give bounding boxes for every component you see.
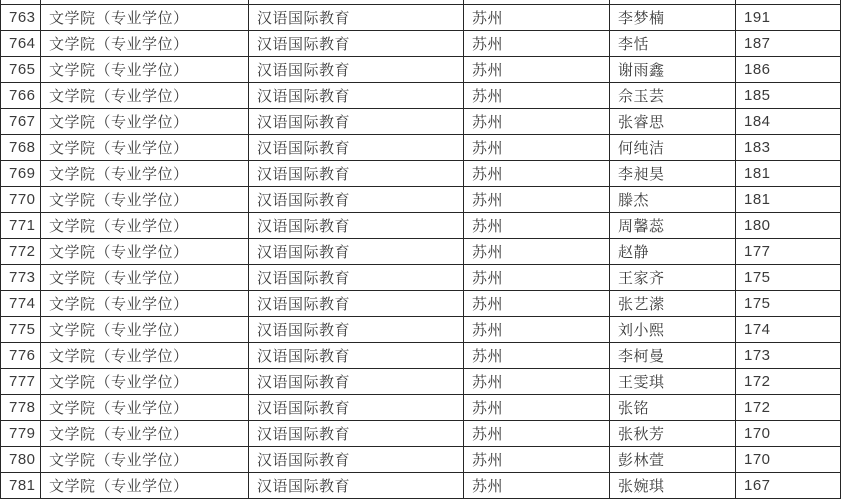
table-row [1, 395, 841, 421]
score-cell: 180 [736, 213, 841, 239]
major-cell: 汉语国际教育 [249, 109, 464, 135]
table-row [1, 291, 841, 317]
score-cell: 181 [736, 187, 841, 213]
score-cell: 174 [736, 317, 841, 343]
table-row [1, 57, 841, 83]
college-cell: 文学院（专业学位） [41, 213, 249, 239]
score-cell: 184 [736, 109, 841, 135]
college-cell: 文学院（专业学位） [41, 343, 249, 369]
city-cell: 苏州 [464, 239, 610, 265]
rank-cell: 777 [1, 369, 41, 395]
major-cell: 汉语国际教育 [249, 5, 464, 31]
name-cell: 张秋芳 [610, 421, 736, 447]
table-row [1, 239, 841, 265]
name-cell: 刘小熙 [610, 317, 736, 343]
table-row [1, 421, 841, 447]
name-cell: 张铭 [610, 395, 736, 421]
name-cell: 李昶昊 [610, 161, 736, 187]
rank-cell: 765 [1, 57, 41, 83]
table-row [1, 343, 841, 369]
rank-cell: 771 [1, 213, 41, 239]
city-cell: 苏州 [464, 447, 610, 473]
table-row [1, 161, 841, 187]
city-cell: 苏州 [464, 187, 610, 213]
rank-cell: 764 [1, 31, 41, 57]
name-cell: 张婉琪 [610, 473, 736, 499]
score-cell: 185 [736, 83, 841, 109]
table-row [1, 447, 841, 473]
major-cell: 汉语国际教育 [249, 31, 464, 57]
college-cell: 文学院（专业学位） [41, 5, 249, 31]
rank-cell: 780 [1, 447, 41, 473]
score-cell: 191 [736, 5, 841, 31]
name-cell: 彭林萱 [610, 447, 736, 473]
college-cell: 文学院（专业学位） [41, 395, 249, 421]
rank-cell: 779 [1, 421, 41, 447]
college-cell: 文学院（专业学位） [41, 109, 249, 135]
city-cell: 苏州 [464, 57, 610, 83]
score-cell: 175 [736, 291, 841, 317]
score-cell: 170 [736, 447, 841, 473]
major-cell: 汉语国际教育 [249, 473, 464, 499]
rank-cell: 769 [1, 161, 41, 187]
college-cell: 文学院（专业学位） [41, 291, 249, 317]
name-cell: 张艺潆 [610, 291, 736, 317]
major-cell: 汉语国际教育 [249, 395, 464, 421]
city-cell: 苏州 [464, 5, 610, 31]
major-cell: 汉语国际教育 [249, 135, 464, 161]
major-cell: 汉语国际教育 [249, 161, 464, 187]
rank-cell: 778 [1, 395, 41, 421]
city-cell: 苏州 [464, 161, 610, 187]
score-cell: 167 [736, 473, 841, 499]
table-row [1, 5, 841, 31]
college-cell: 文学院（专业学位） [41, 187, 249, 213]
score-cell: 175 [736, 265, 841, 291]
college-cell: 文学院（专业学位） [41, 31, 249, 57]
major-cell: 汉语国际教育 [249, 317, 464, 343]
city-cell: 苏州 [464, 213, 610, 239]
table-row [1, 83, 841, 109]
city-cell: 苏州 [464, 135, 610, 161]
major-cell: 汉语国际教育 [249, 213, 464, 239]
rank-cell: 781 [1, 473, 41, 499]
rank-cell: 775 [1, 317, 41, 343]
major-cell: 汉语国际教育 [249, 265, 464, 291]
college-cell: 文学院（专业学位） [41, 83, 249, 109]
name-cell: 张睿思 [610, 109, 736, 135]
major-cell: 汉语国际教育 [249, 291, 464, 317]
major-cell: 汉语国际教育 [249, 447, 464, 473]
table-body [1, 0, 841, 499]
college-cell: 文学院（专业学位） [41, 161, 249, 187]
table-row [1, 317, 841, 343]
table-row [1, 473, 841, 499]
major-cell: 汉语国际教育 [249, 421, 464, 447]
college-cell: 文学院（专业学位） [41, 421, 249, 447]
name-cell: 李柯曼 [610, 343, 736, 369]
rank-cell: 763 [1, 5, 41, 31]
name-cell: 周馨蕊 [610, 213, 736, 239]
name-cell: 李梦楠 [610, 5, 736, 31]
city-cell: 苏州 [464, 291, 610, 317]
table-row [1, 369, 841, 395]
city-cell: 苏州 [464, 395, 610, 421]
table-row [1, 265, 841, 291]
rank-cell: 773 [1, 265, 41, 291]
name-cell: 滕杰 [610, 187, 736, 213]
rank-cell: 774 [1, 291, 41, 317]
college-cell: 文学院（专业学位） [41, 135, 249, 161]
rank-cell: 767 [1, 109, 41, 135]
major-cell: 汉语国际教育 [249, 369, 464, 395]
name-cell: 李恬 [610, 31, 736, 57]
score-cell: 173 [736, 343, 841, 369]
table-row [1, 187, 841, 213]
name-cell: 赵静 [610, 239, 736, 265]
rank-cell: 768 [1, 135, 41, 161]
table-row [1, 109, 841, 135]
name-cell: 王家齐 [610, 265, 736, 291]
table-row [1, 135, 841, 161]
rank-cell: 776 [1, 343, 41, 369]
city-cell: 苏州 [464, 31, 610, 57]
major-cell: 汉语国际教育 [249, 57, 464, 83]
name-cell: 何纯洁 [610, 135, 736, 161]
college-cell: 文学院（专业学位） [41, 473, 249, 499]
college-cell: 文学院（专业学位） [41, 317, 249, 343]
table-row [1, 213, 841, 239]
rank-cell: 766 [1, 83, 41, 109]
score-cell: 181 [736, 161, 841, 187]
name-cell: 佘玉芸 [610, 83, 736, 109]
college-cell: 文学院（专业学位） [41, 239, 249, 265]
score-cell: 186 [736, 57, 841, 83]
major-cell: 汉语国际教育 [249, 343, 464, 369]
score-cell: 170 [736, 421, 841, 447]
major-cell: 汉语国际教育 [249, 239, 464, 265]
score-cell: 172 [736, 369, 841, 395]
city-cell: 苏州 [464, 83, 610, 109]
college-cell: 文学院（专业学位） [41, 265, 249, 291]
table-row [1, 31, 841, 57]
city-cell: 苏州 [464, 421, 610, 447]
score-cell: 172 [736, 395, 841, 421]
major-cell: 汉语国际教育 [249, 187, 464, 213]
major-cell: 汉语国际教育 [249, 83, 464, 109]
city-cell: 苏州 [464, 343, 610, 369]
city-cell: 苏州 [464, 473, 610, 499]
name-cell: 谢雨鑫 [610, 57, 736, 83]
college-cell: 文学院（专业学位） [41, 369, 249, 395]
city-cell: 苏州 [464, 109, 610, 135]
college-cell: 文学院（专业学位） [41, 57, 249, 83]
college-cell: 文学院（专业学位） [41, 447, 249, 473]
score-cell: 183 [736, 135, 841, 161]
city-cell: 苏州 [464, 369, 610, 395]
city-cell: 苏州 [464, 317, 610, 343]
rank-cell: 770 [1, 187, 41, 213]
rank-cell: 772 [1, 239, 41, 265]
score-cell: 187 [736, 31, 841, 57]
score-cell: 177 [736, 239, 841, 265]
city-cell: 苏州 [464, 265, 610, 291]
name-cell: 王雯琪 [610, 369, 736, 395]
